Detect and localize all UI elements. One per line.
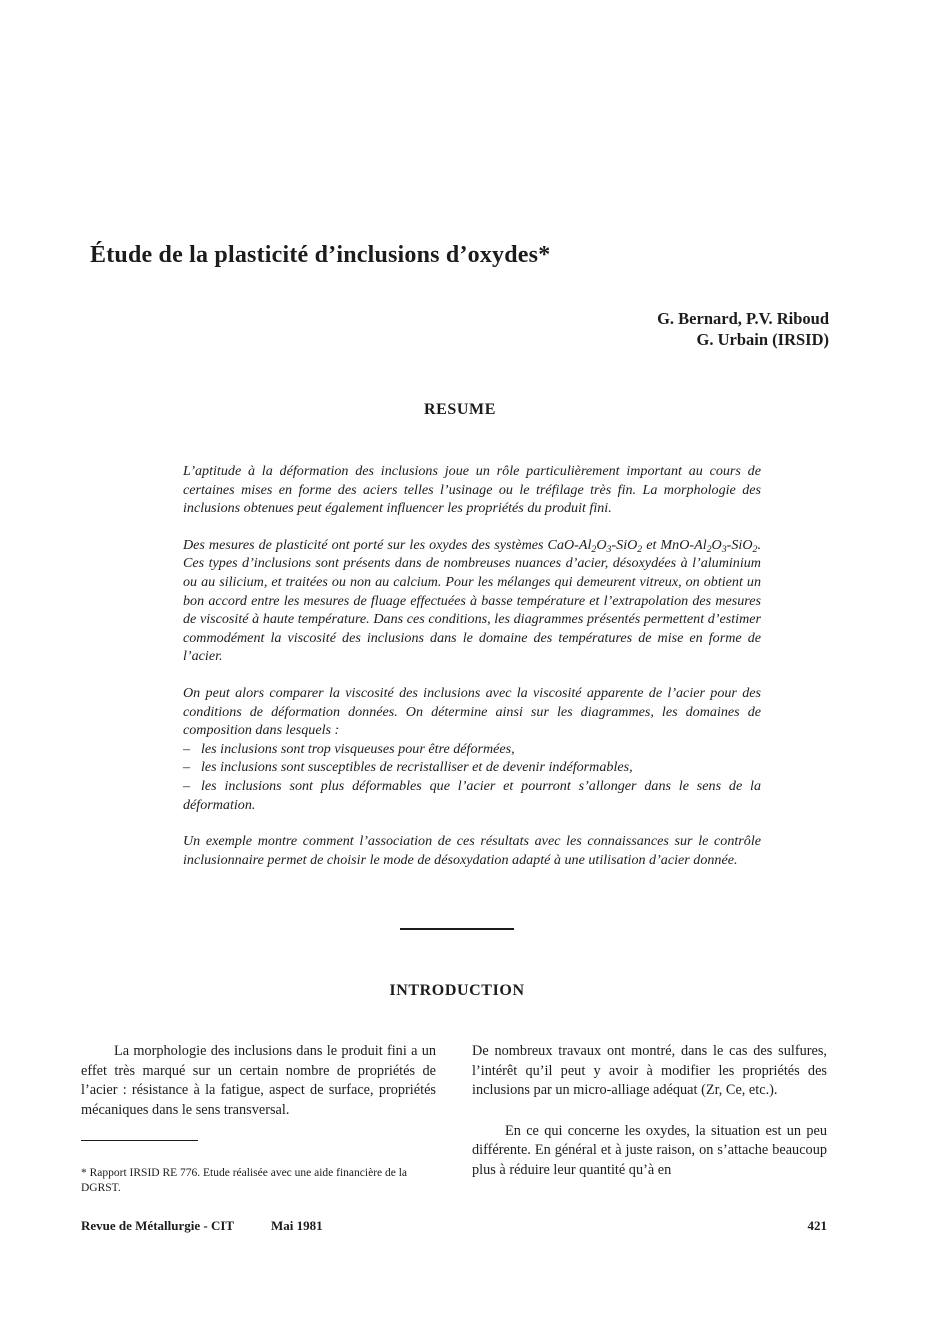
footer-journal: Revue de Métallurgie - CIT xyxy=(81,1218,235,1233)
footer-date: Mai 1981 xyxy=(271,1218,323,1233)
abstract-paragraph-1: L’aptitude à la déformation des inclusions joue un rôle particulièrement important au cours de certaines mises en forme des aciers telles l’usinage ou le tréfilage très fin. La morphologie des inclusions obtenues peut également influencer les propriétés du produit fini. xyxy=(183,463,761,517)
intro-left-paragraph: La morphologie des inclusions dans le produit fini a un effet très marqué sur un certain nombre de propriétés de l’acier : résistance à la fatigue, aspect de surface, propriétés mécaniques dans le sens transversal. xyxy=(81,1043,436,1118)
author-block xyxy=(657,308,829,350)
article-title: Étude de la plasticité d’inclusions d’oxydes* xyxy=(90,242,551,268)
abstract-paragraph-2: Des mesures de plasticité ont porté sur les oxydes des systèmes CaO-$Al_2O_3-SiO_2$ et MnO-$Al_2O_3-SiO_2$. Ces types d’inclusions sont présents dans de nombreuses nuances d’acier, désoxydées à l’aluminium ou au silicium, et traitées ou non au calcium. Pour les mélanges qui demeurent vitreux, on obtient un bon accord entre les mesures de fluage effectuées à basse température et l’extrapolation des mesures de viscosité à haute température. Dans ces conditions, les diagrammes présentés permettent d’estimer commodément la viscosité des inclusions dans le domaine des températures de mise en forme de l’acier. xyxy=(183,536,761,665)
author-line-1: G. Bernard, P.V. Riboud xyxy=(657,309,829,328)
introduction-heading: INTRODUCTION xyxy=(389,982,525,999)
section-divider xyxy=(400,928,514,930)
page-number: 421 xyxy=(807,1218,827,1233)
left-column xyxy=(81,1042,436,1120)
intro-right-paragraph-2: En ce qui concerne les oxydes, la situation est un peu différente. En général et à juste raison, on s’attache beaucoup plus à réduire leur quantité qu’à en xyxy=(472,1122,827,1178)
list-item: – les inclusions sont plus déformables que l’acier et pourront s’allonger dans le sens de la déformation. xyxy=(183,777,761,813)
author-line-2: G. Urbain (IRSID) xyxy=(696,330,829,349)
abstract-paragraph-3: On peut alors comparer la viscosité des inclusions avec la viscosité apparente de l’acier pour des conditions de déformation données. On détermine ainsi sur les diagrammes, les domaines de composition dans lesquels : xyxy=(183,684,761,739)
intro-right-paragraph-1: De nombreux travaux ont montré, dans le cas des sulfures, l’intérêt qu’il peut y avoir à modifier les propriétés des inclusions par un micro-alliage adéquat (Zr, Ce, etc.). xyxy=(472,1043,827,1098)
right-column xyxy=(472,1042,827,1180)
abstract-list xyxy=(183,740,761,814)
list-item: – les inclusions sont susceptibles de recristalliser et de devenir indéformables, xyxy=(183,759,633,776)
abstract-paragraph-4: Un exemple montre comment l’association de ces résultats avec les connaissances sur le contrôle inclusionnaire permet de choisir le mode de désoxydation adapté à une utilisation d’acier donnée. xyxy=(183,833,761,868)
footnote: * Rapport IRSID RE 776. Etude réalisée avec une aide financière de la DGRST. xyxy=(81,1167,408,1194)
abstract xyxy=(183,462,761,887)
footnote-rule xyxy=(81,1140,198,1141)
resume-heading: RESUME xyxy=(423,401,497,418)
list-item: – les inclusions sont trop visqueuses pour être déformées, xyxy=(183,740,515,757)
